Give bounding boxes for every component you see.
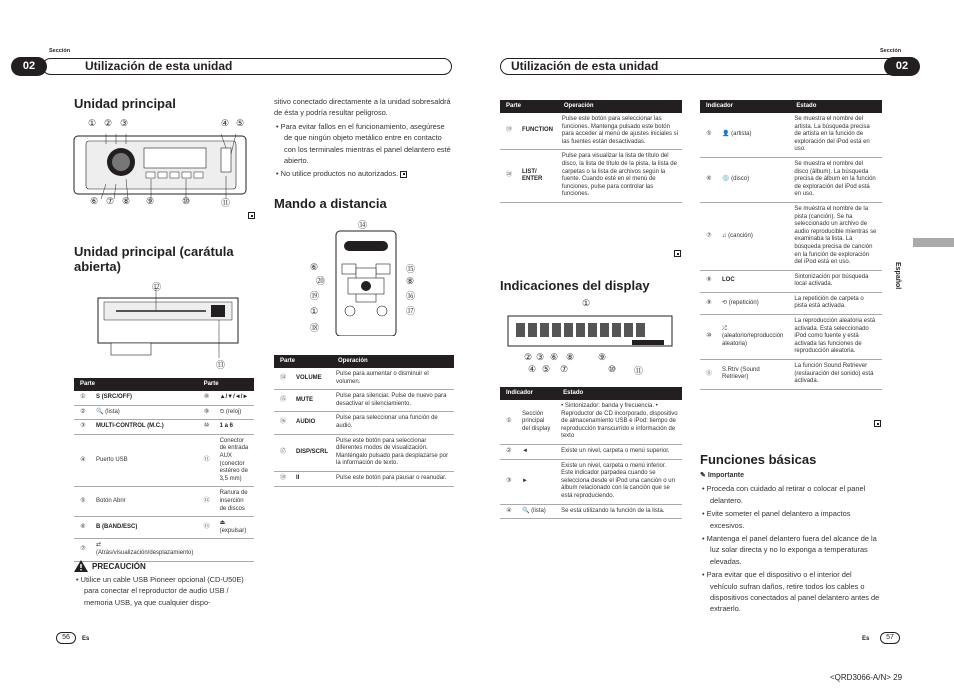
table-row: ④ 🔍 (lista) Se está utilizando la función de la lista. [500,504,682,519]
callout-7: ⑦ [106,196,115,206]
callout-2: ② [104,118,113,128]
table-row: ⑦ ♫ (canción) Se muestra el nombre de la pista (canción). Se ha seleccionado un archivo de audio reproducible mientras se examinaba la lista. La búsqueda precisa de canción en la función de exploración del iPod está en uso. [700,202,882,270]
table-row: ⑥ 💿 (disco) Se muestra el nombre del disco (álbum). La búsqueda precisa de álbum en la función de exploración del iPod está en uso. [700,157,882,202]
ind2-header-2: Estado [790,100,882,113]
end-mark [874,420,881,427]
section-label-right: Sección [880,48,902,54]
heading-display: Indicaciones del display [500,278,650,293]
parts-header-1: Parte [74,378,198,391]
head-unit-figure [66,114,256,224]
table-row: ② ◄ Existe un nivel, carpeta o menú superior. [500,444,682,459]
callout-12: ⑫ [152,282,162,292]
heading-funciones: Funciones básicas [700,452,817,467]
callout-20: ⑳ [316,276,326,286]
callout-10: ⑩ [182,196,191,206]
callout-8: ⑧ [122,196,131,206]
precaution-box [74,560,254,608]
callout-13: ⑬ [216,360,226,370]
end-mark [248,212,255,219]
callout-d6: ⑥ [550,352,559,362]
page-number-right: 57 [880,632,900,644]
remote-table [274,355,454,487]
right-parts-table [500,100,682,203]
remote-figure [306,216,426,336]
table-row: ⑱ II Pulse este botón para pausar o reanudar. [274,471,454,486]
callout-d2: ② [524,352,533,362]
callout-d5: ⑤ [542,364,551,374]
display-figure [504,298,676,380]
callout-8-remote: ⑧ [406,276,415,286]
lang-right: Es [862,636,870,642]
table-row: ⑯ AUDIO Pulse para seleccionar una función de audio. [274,412,454,434]
section-badge-right: 02 [884,57,920,76]
table-row: ④ Puerto USB ⑪ Conector de entrada AUX (conector estéreo de 3,5 mm) [74,434,254,487]
callout-d10: ⑩ [608,364,617,374]
table-row: ② 🔍 (lista) ⑨ ⏲ (reloj) [74,405,254,420]
heading-mando: Mando a distancia [274,196,387,211]
warning-icon [74,560,88,572]
callout-17: ⑰ [406,306,416,316]
remote-header-1: Parte [274,355,332,368]
callout-9: ⑨ [146,196,155,206]
side-tab-label: Español [894,262,901,290]
callout-18: ⑱ [310,323,320,333]
page-header-right: Utilización de esta unidad [500,58,910,75]
table-row: ⑩ ⤮ (aleatorio/reproducción aleatoria) La reproducción aleatoria está activada. Está seleccionado iPod como fuente y está activada las funciones de reproducción aleatoria. [700,315,882,360]
callout-d3: ③ [536,352,545,362]
footer-code: <QRD3066-A/N> 29 [830,673,903,682]
table-row: ⑤ Botón Abrir ⑫ Ranura de inserción de discos [74,487,254,517]
open-unit-drawing [96,280,246,370]
callout-6-remote: ⑥ [310,262,319,272]
remote-header-2: Operación [332,355,454,368]
ind-header-2: Estado [557,387,682,400]
important-label: Importante [707,472,744,479]
page-number-left: 56 [56,632,76,644]
open-unit-figure [96,280,246,370]
table-row: ⑤ 👤 (artista) Se muestra el nombre del artista. La búsqueda precisa de artista en la función de exploración del iPod está en uso. [700,113,882,157]
table-row: ⑪ S.Rtrv (Sound Retriever) La función Sound Retriever (restauración del sonido) está activada. [700,360,882,390]
table-row: ⑧ LOC Sintonización por búsqueda local activada. [700,270,882,292]
section-badge-left: 02 [11,57,47,76]
parts-table [74,378,254,562]
callout-d9: ⑨ [598,352,607,362]
callout-5: ⑤ [236,118,245,128]
precaution-text: • Utilice un cable USB Pioneer opcional (CD-U50E) para conectar el reproductor de audio USB / memoria USB, ya que cualquier dispo- [76,575,244,607]
callout-d8: ⑧ [566,352,575,362]
table-row: ⑲ FUNCTION Pulse este botón para seleccionar las funciones. Mantenga pulsado este botón para acceder al menú de ajustes iniciales si las fuentes están desactivadas. [500,113,682,150]
table-row: ⑮ MUTE Pulse para silenciar. Pulse de nuevo para desactivar el silenciamiento. [274,390,454,412]
section-label-left: Sección [49,48,71,54]
rp-header-2: Operación [558,100,682,113]
table-row: ⑥ B (BAND/ESC) ⑬ ⏏ (expulsar) [74,517,254,539]
ind-header-1: Indicador [500,387,557,400]
precaution-title: PRECAUCIÓN [92,561,146,571]
callout-16: ⑯ [406,291,416,301]
end-mark [674,250,681,257]
table-row: ⑨ ⟲ (repetición) La repetición de carpeta o pista está activada. [700,292,882,314]
callout-19: ⑲ [310,291,320,301]
table-row: ⑳ LIST/ ENTER Pulse para visualizar la lista de título del disco, la lista de título de la pista, la lista de carpetas o la lista de archivos según la fuente. Cuando esté en el menú de funciones, pulse para controlar las funciones. [500,150,682,203]
table-row: ③ ► Existe un nivel, carpeta o menú inferior. Este indicador parpadea cuando se selecciona desde el iPod una canción o un álbum relacionado con la canción que se está reproduciendo. [500,459,682,504]
side-tab [913,238,954,247]
callout-6: ⑥ [90,196,99,206]
callout-1: ① [88,118,97,128]
page-header-left: Utilización de esta unidad [42,58,452,75]
callout-3: ③ [120,118,129,128]
table-row: ⑰ DISP/SCRL Pulse este botón para seleccionar diferentes modos de visualización. Manténgalo pulsado para desplazarse por la información de texto. [274,434,454,471]
col2-text: sitivo conectado directamente a la unidad sobresaldrá de ésta y podría resultar peligroso. • Para evitar fallos en el funcionamiento, asegúrese de que ningún objeto metálico entre en contacto con los terminales mientras el panel delantero esté abierto. • No utilice productos no autorizados. [274,97,451,179]
heading-unidad-abierta: Unidad principal (carátula abierta) [74,244,234,274]
callout-4: ④ [221,118,230,128]
callout-14: ⑭ [358,220,368,230]
lang-left: Es [82,636,90,642]
heading-unidad-principal: Unidad principal [74,96,176,111]
callout-d11: ⑪ [634,366,644,376]
callout-1-remote: ① [310,306,319,316]
parts-header-2: Parte [198,378,254,391]
table-row: ⑦ ⇄ (Atrás/visualización/desplazamiento) [74,539,254,561]
callout-d7: ⑦ [560,364,569,374]
funciones-text: ✎ Importante • Proceda con cuidado al retirar o colocar el panel delantero. • Evite someter el panel delantero a impactos excesivos. • Mantenga el panel delantero fuera del alcance de la luz solar directa y no lo exponga a temperaturas elevadas. • Para evitar que el dispositivo o el interior del vehículo sufran daños, retire todos los cables o dispositivos conectados al panel delantero antes de extraerlo. [700,472,880,614]
indicator-table [500,387,682,519]
callout-11: ⑪ [221,198,231,208]
ind2-header-1: Indicador [700,100,790,113]
callout-15: ⑮ [406,264,416,274]
table-row: ① S (SRC/OFF) ⑧ ▲/▼/◄/► [74,391,254,405]
callout-d4: ④ [528,364,537,374]
callout-d1: ① [582,298,591,308]
table-row: ③ MULTI-CONTROL (M.C.) ⑩ 1 a 6 [74,420,254,435]
table-row: ⑭ VOLUME Pulse para aumentar o disminuir el volumen. [274,368,454,390]
table-row: ① Sección principal del display • Sintonizador: banda y frecuencia. • Reproductor de CD incorporado, dispositivo de almacenamiento USB e iPod: tiempo de reproducción transcurrido e información de texto [500,400,682,444]
indicator-table-2 [700,100,882,390]
rp-header-1: Parte [500,100,558,113]
